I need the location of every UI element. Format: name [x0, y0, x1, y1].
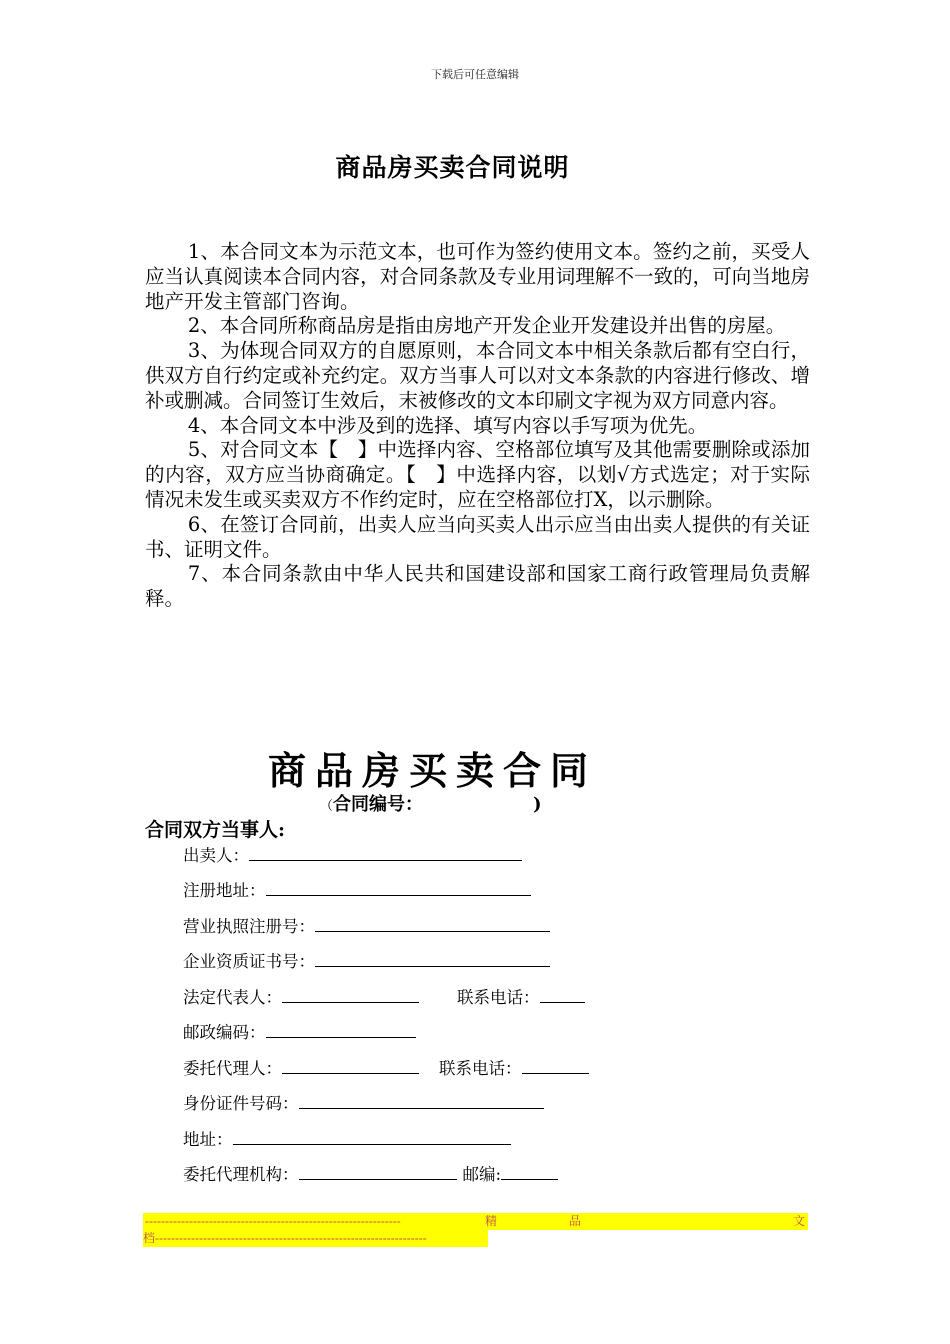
qualification-no-blank[interactable]: [315, 948, 550, 967]
license-no-blank[interactable]: [315, 913, 550, 932]
agent-blank[interactable]: [282, 1055, 419, 1074]
parties-label: 合同双方当事人:: [145, 819, 286, 841]
intro-paragraph-1: 1、本合同文本为示范文本，也可作为签约使用文本。签约之前，买受人应当认真阅读本合同内容，对合同条款及专业用词理解不一致的，可向当地房地产开发主管部门咨询。: [145, 240, 810, 313]
agency-blank[interactable]: [299, 1161, 457, 1180]
reg-address-label: 注册地址：: [183, 881, 266, 900]
contract-title: 商品房买卖合同: [267, 748, 597, 793]
license-no-label: 营业执照注册号：: [183, 917, 315, 936]
phone1-blank[interactable]: [540, 984, 585, 1003]
qualification-no-row: [183, 948, 550, 970]
header-note: 下载后可任意编辑: [431, 68, 519, 81]
contract-number: [320, 790, 542, 816]
footer-word-2: 品: [569, 1214, 582, 1228]
reg-address-row: [183, 877, 531, 899]
intro-paragraph-6: 6、在签订合同前，出卖人应当向买卖人出示应当由出卖人提供的有关证书、证明文件。: [145, 512, 810, 561]
agency-label: 委托代理机构：: [183, 1165, 299, 1184]
agent-label: 委托代理人：: [183, 1059, 282, 1078]
footer-line2: 档--------------------------------------------------------------------: [143, 1231, 427, 1245]
contract-number-close-paren: ): [533, 794, 542, 815]
phone2-label: 联系电话：: [439, 1059, 522, 1078]
address-label: 地址：: [183, 1130, 233, 1149]
address-blank[interactable]: [233, 1126, 511, 1145]
postcode-blank[interactable]: [266, 1019, 416, 1038]
agency-postcode-blank[interactable]: [501, 1161, 558, 1180]
agency-postcode-label: 邮编:: [462, 1165, 502, 1184]
address-row: [183, 1126, 511, 1148]
license-no-row: [183, 913, 550, 935]
phone1-label: 联系电话：: [457, 988, 540, 1007]
intro-paragraph-3: 3、为体现合同双方的自愿原则，本合同文本中相关条款后都有空白行，供双方自行约定或补充约定。双方当事人可以对文本条款的内容进行修改、增补或删减。合同签订生效后，末被修改的文本印刷文字视为双方同意内容。: [145, 339, 810, 412]
seller-label: 出卖人：: [183, 846, 249, 865]
qualification-no-label: 企业资质证书号：: [183, 952, 315, 971]
phone2-blank[interactable]: [522, 1055, 589, 1074]
intro-paragraph-4: 4、本合同文本中涉及到的选择、填写内容以手写项为优先。: [187, 413, 708, 437]
intro-paragraph-2: 2、本合同所称商品房是指由房地产开发企业开发建设并出售的房屋。: [187, 314, 786, 338]
intro-paragraph-5: 5、对合同文本【 】中选择内容、空格部位填写及其他需要删除或添加的内容，双方应当协商确定。【 】中选择内容，以划√方式选定；对于实际情况未发生或买卖双方不作约定时，应在空格部位打X，以示删除。: [145, 438, 810, 511]
id-no-label: 身份证件号码：: [183, 1094, 299, 1113]
intro-title: 商品房买卖合同说明: [335, 153, 570, 182]
footer-word-1: 精: [485, 1214, 498, 1228]
legal-rep-row: [183, 984, 585, 1006]
footer-dashes: ----------------------------------------------------------------: [145, 1214, 401, 1228]
id-no-row: [183, 1090, 544, 1112]
postcode-label: 邮政编码：: [183, 1023, 266, 1042]
legal-rep-blank[interactable]: [282, 984, 419, 1003]
id-no-blank[interactable]: [299, 1090, 544, 1109]
intro-paragraph-7: 7、本合同条款由中华人民共和国建设部和国家工商行政管理局负责解释。: [145, 562, 810, 611]
postcode-row: [183, 1019, 416, 1041]
agent-row: [183, 1055, 589, 1077]
legal-rep-label: 法定代表人：: [183, 988, 282, 1007]
agency-row: [183, 1161, 558, 1183]
contract-number-open-paren: （: [320, 799, 334, 814]
contract-number-label: 合同编号：: [333, 794, 424, 815]
intro-text: [145, 240, 810, 612]
seller-blank[interactable]: [249, 842, 522, 861]
footer-word-3: 文: [793, 1214, 806, 1228]
reg-address-blank[interactable]: [266, 877, 531, 896]
footer-banner: [143, 1213, 808, 1230]
footer-banner-line2: [143, 1230, 488, 1247]
seller-row: [183, 842, 522, 864]
